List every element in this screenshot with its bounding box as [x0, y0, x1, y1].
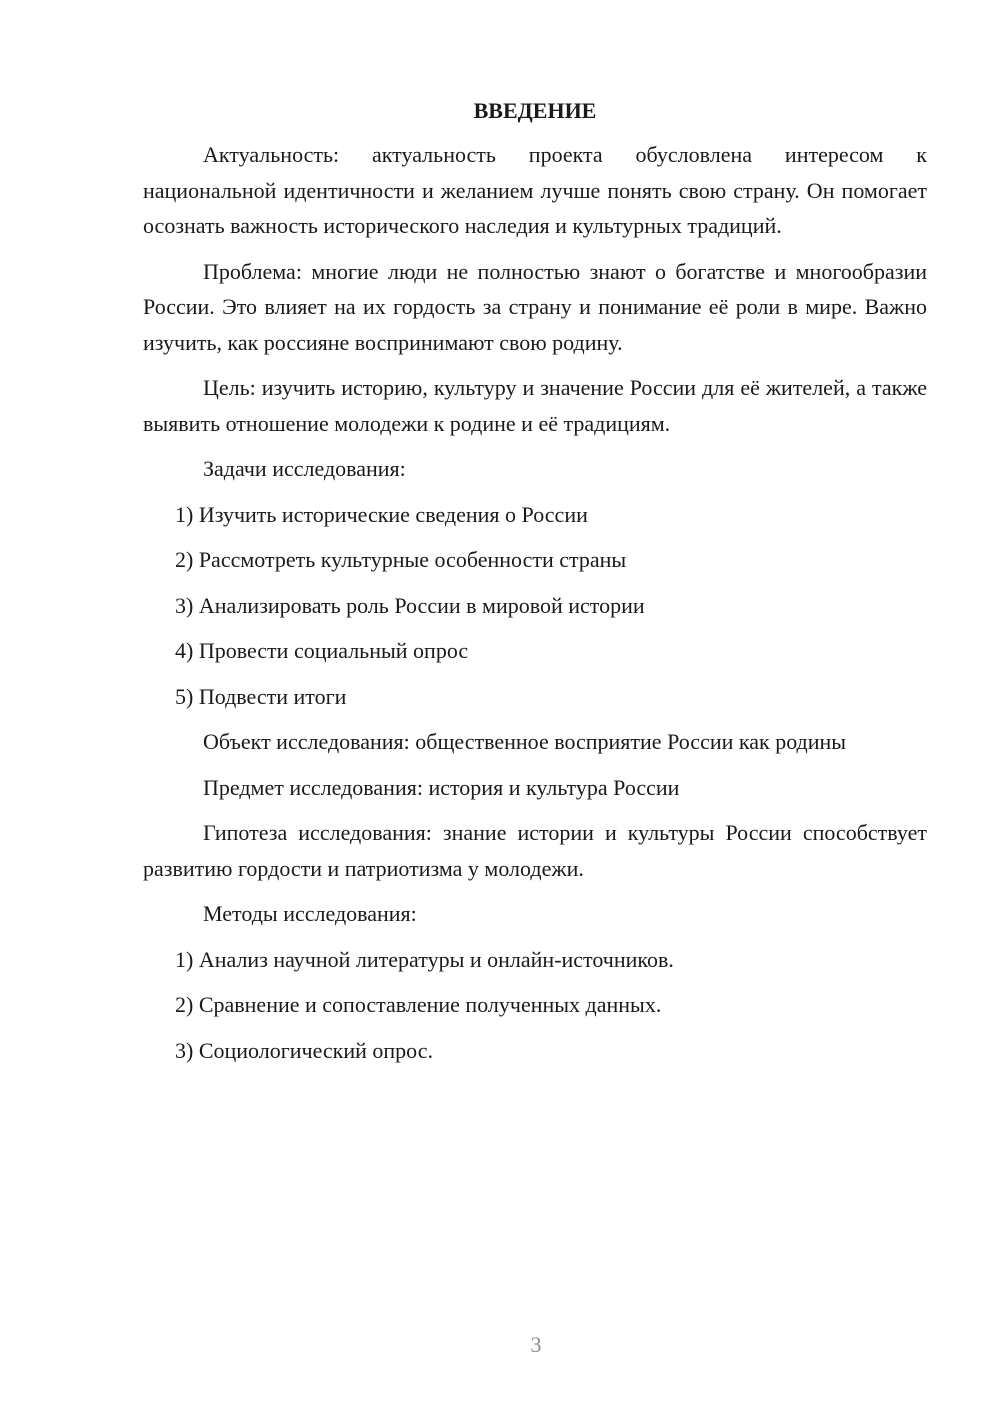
tasks-heading: Задачи исследования: — [203, 456, 406, 481]
subject-line: Предмет исследования: история и культура России — [203, 774, 680, 800]
method-item: 2) Сравнение и сопоставление полученных данных. — [175, 992, 662, 1017]
page-title: ВВЕДЕНИЕ — [473, 98, 597, 123]
task-item: 2) Рассмотреть культурные особенности страны — [175, 547, 627, 572]
task-item: 1) Изучить исторические сведения о России — [175, 501, 588, 527]
document-page — [143, 95, 927, 1078]
hypothesis-paragraph: Гипотеза исследования: знание истории и культуры России способствует развитию гордости и патриотизма у молодежи. — [143, 820, 927, 881]
task-item: 3) Анализировать роль России в мировой истории — [175, 592, 645, 618]
relevance-paragraph: Актуальность: актуальность проекта обусловлена интересом к национальной идентичности и желанием лучше понять свою страну. Он помогает осознать важность исторического наследия и культурных традиций. — [143, 142, 927, 238]
method-item: 3) Социологический опрос. — [175, 1037, 433, 1063]
object-line: Объект исследования: общественное восприятие России как родины — [203, 729, 847, 754]
task-item: 5) Подвести итоги — [175, 683, 347, 709]
method-item: 1) Анализ научной литературы и онлайн-источников. — [175, 946, 674, 972]
goal-paragraph: Цель: изучить историю, культуру и значение России для её жителей, а также выявить отношение молодежи к родине и её традициям. — [143, 375, 927, 436]
page-number: 3 — [530, 1332, 542, 1357]
problem-paragraph: Проблема: многие люди не полностью знают о богатстве и многообразии России. Это влияет на их гордость за страну и понимание её роли в мире. Важно изучить, как россияне воспринимают свою родину. — [143, 258, 927, 355]
methods-heading: Методы исследования: — [203, 901, 417, 926]
task-item: 4) Провести социальный опрос — [175, 638, 469, 663]
